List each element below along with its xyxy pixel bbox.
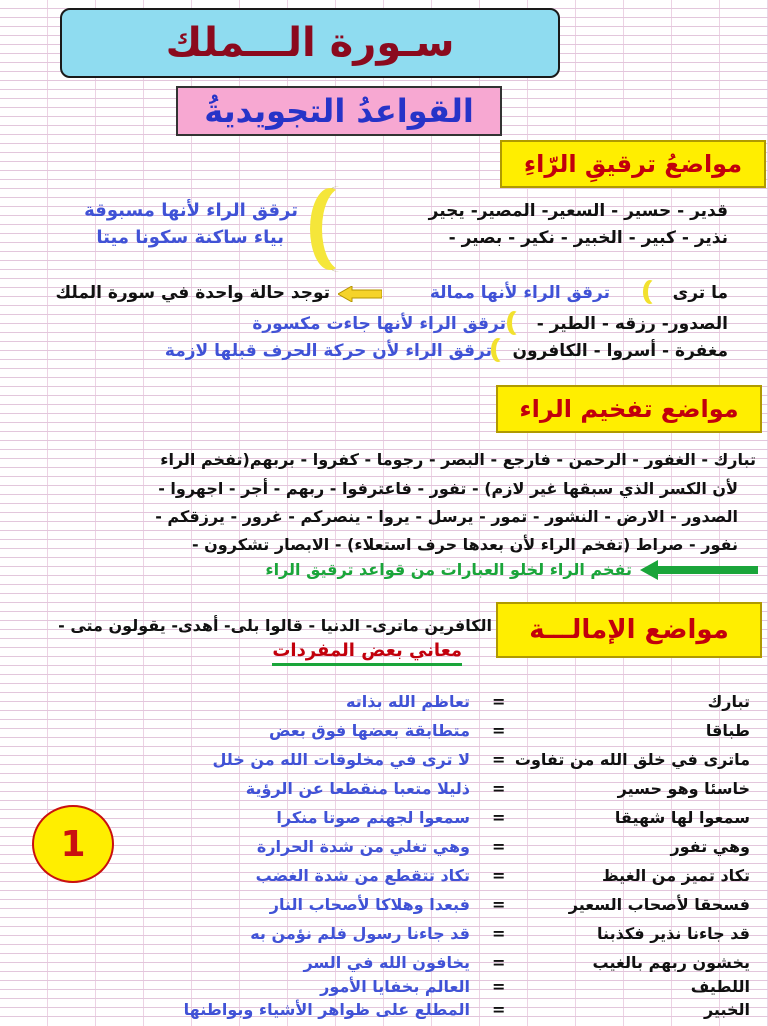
vocab-equals: = [492, 779, 506, 798]
vocab-meaning: العالم بخفايا الأمور [320, 977, 470, 996]
tafkhim-line2: لأن الكسر الذي سبقها غير لازم) - تفور - فاعترفوا - ربهم - أجر - اجهروا - [158, 479, 738, 498]
vocab-word: تكاد تميز من الغيظ [602, 866, 750, 885]
vocab-row [0, 893, 768, 921]
tafkhim-line1: تبارك - الغفور - الرحمن - فارجع - البصر - رجوما - كفروا - بربهم(تفخم الراء [160, 450, 756, 469]
vocab-word: الخبير [703, 1000, 750, 1019]
imala-words: الكافرين ماترى- الدنيا - قالوا بلى- أهدى- يقولون متى - [58, 616, 492, 635]
vocab-meaning: قد جاءنا رسول فلم نؤمن به [250, 924, 470, 943]
paren-icon [496, 338, 510, 362]
paren-icon [512, 311, 526, 335]
vocab-word: قد جاءنا نذير فكذبنا [597, 924, 750, 943]
tafkhim-note: تفخم الراء لخلو العبارات من قواعد ترقيق الراء [265, 560, 632, 579]
vocab-meaning: لا ترى في مخلوقات الله من خلل [212, 750, 470, 769]
vocab-row [0, 690, 768, 718]
vocab-heading-text: معاني بعض المفردات [272, 640, 462, 666]
vocab-equals: = [492, 895, 506, 914]
vocab-meaning: سمعوا لجهنم صوتا منكرا [276, 808, 470, 827]
vocab-word: تبارك [707, 692, 750, 711]
left-arrow-icon [338, 286, 382, 302]
vocab-heading [272, 640, 462, 662]
vocab-word: يخشون ربهم بالغيب [592, 953, 750, 972]
vocab-meaning: المطلع على ظواهر الأشياء وبواطنها [183, 1000, 470, 1019]
vocab-word: طباقا [705, 721, 750, 740]
lazima-words: مغفرة - أسروا - الكافرون [512, 341, 728, 361]
vocab-equals: = [492, 750, 506, 769]
vocab-word: خاسئا وهو حسير [617, 779, 750, 798]
paren-icon [648, 280, 662, 304]
vocab-meaning: ذليلا متعبا منقطعا عن الرؤية [245, 779, 470, 798]
vocab-equals: = [492, 721, 506, 740]
vocab-row [0, 806, 768, 834]
imala-heading-text: مواضع الإمالـــة [529, 615, 729, 645]
vocab-row [0, 719, 768, 747]
vocab-meaning: متطابقة بعضها فوق بعض [268, 721, 470, 740]
mumala-rule: ترقق الراء لأنها ممالة [429, 283, 610, 303]
vocab-word: وهي تفور [670, 837, 750, 856]
vocab-meaning: تعاظم الله بذاته [346, 692, 470, 711]
vocab-equals: = [492, 866, 506, 885]
crescent-bracket-fill [322, 188, 362, 270]
maksura-words: الصدور- رزقه - الطير - [536, 314, 728, 334]
vocab-meaning: فبعدا وهلاكا لأصحاب النار [269, 895, 470, 914]
vocab-meaning: وهي تغلي من شدة الحرارة [256, 837, 470, 856]
lazima-rule: ترقق الراء لأن حركة الحرف قبلها لازمة [164, 341, 492, 361]
subtitle-text: القواعدُ التجويديةُ [204, 92, 474, 130]
vocab-row [0, 777, 768, 805]
vocab-equals: = [492, 692, 506, 711]
vocab-row [0, 835, 768, 863]
tafkhim-heading [496, 385, 762, 433]
vocab-word: سمعوا لها شهيقا [614, 808, 750, 827]
imala-heading [496, 602, 762, 658]
vocab-meaning: تكاد تتقطع من شدة الغضب [255, 866, 470, 885]
vocab-equals: = [492, 977, 506, 996]
tarqiq-rule-line1: ترقق الراء لأنها مسبوقة [84, 200, 298, 221]
vocab-meaning: يخافون الله في السر [303, 953, 470, 972]
tafkhim-heading-text: مواضع تفخيم الراء [519, 395, 739, 423]
tarqiq-heading-text: مواضعُ ترقيقِ الرّاءِ [523, 150, 743, 178]
tarqiq-words-line2: نذير - كبير - الخبير - نكير - بصير - [448, 228, 728, 248]
vocab-equals: = [492, 837, 506, 856]
tafkhim-line3: الصدور - الارض - النشور - تمور - يرسل - يروا - ينصركم - غرور - يرزقكم - [155, 507, 738, 526]
page-title [60, 8, 560, 78]
tarqiq-rule-line2: بياء ساكنة سكونا ميتا [96, 227, 284, 248]
vocab-equals: = [492, 1000, 506, 1019]
vocab-equals: = [492, 953, 506, 972]
left-arrow-icon [640, 560, 758, 580]
mumala-word: ما ترى [672, 283, 728, 303]
tarqiq-words-line1: قدير - حسير - السعير- المصير- يجير [428, 201, 728, 221]
vocab-equals: = [492, 808, 506, 827]
tafkhim-line4: نفور - صراط (تفخم الراء لأن بعدها حرف استعلاء) - الابصار تشكرون - [191, 535, 738, 554]
maksura-rule: ترقق الراء لأنها جاءت مكسورة [252, 314, 506, 334]
mumala-note: توجد حالة واحدة في سورة الملك [55, 283, 330, 303]
vocab-word: ماترى في خلق الله من تفاوت [514, 750, 750, 769]
page-number-badge [32, 805, 114, 883]
vocab-word: اللطيف [690, 977, 750, 996]
subtitle [176, 86, 502, 136]
vocab-row [0, 864, 768, 892]
vocab-row [0, 998, 768, 1026]
page-title-text: سـورة الـــملك [165, 20, 455, 66]
vocab-row [0, 922, 768, 950]
tarqiq-heading [500, 140, 766, 188]
vocab-word: فسحقا لأصحاب السعير [568, 895, 750, 914]
vocab-row [0, 748, 768, 776]
page-number: 1 [60, 823, 86, 865]
vocab-equals: = [492, 924, 506, 943]
